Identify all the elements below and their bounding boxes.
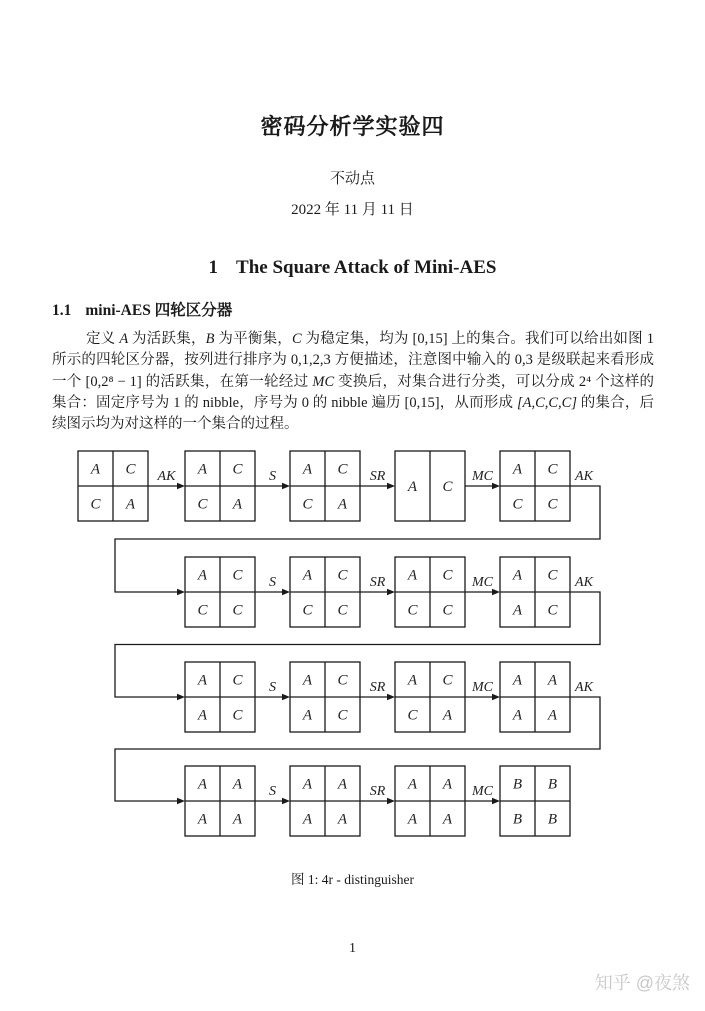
cell-value: A	[197, 672, 208, 689]
cell-value: A	[302, 776, 313, 793]
subsection-heading	[52, 298, 232, 320]
cell-value: A	[302, 811, 313, 828]
cell-value: C	[232, 461, 243, 478]
text-segment: 2⁴	[578, 373, 592, 390]
cell-value: A	[197, 811, 208, 828]
math-segment: C	[292, 331, 302, 347]
cell-value: C	[442, 567, 453, 584]
cell-value: A	[302, 707, 313, 724]
cell-value: A	[197, 707, 208, 724]
page-number: 1	[349, 941, 356, 956]
text-segment: 为平衡集，	[214, 331, 293, 347]
cell-value: A	[407, 479, 418, 495]
arrowhead	[387, 483, 395, 489]
text-segment: 变换后，对集合进行分类，可以分成	[334, 373, 579, 390]
text-segment: 为稳定集，均为	[301, 331, 413, 347]
arrowhead	[177, 483, 185, 489]
transform-label: MC	[472, 680, 493, 695]
cell-value: A	[232, 776, 243, 793]
cell-value: C	[442, 672, 453, 689]
text-segment: ，从而形成	[439, 394, 517, 411]
cell-value: A	[442, 776, 453, 793]
cell-value: C	[442, 602, 453, 619]
math-segment: A	[119, 331, 129, 347]
arrowhead	[387, 589, 395, 595]
text-segment: [0,2⁸ − 1]	[85, 373, 142, 390]
cell-value: A	[197, 567, 208, 584]
cell-value: A	[407, 567, 418, 584]
cell-value: A	[302, 567, 313, 584]
cell-value: B	[547, 776, 558, 793]
cell-value: A	[512, 672, 523, 689]
arrowhead	[177, 798, 185, 804]
transform-label: MC	[472, 575, 493, 590]
cell-value: A	[197, 776, 208, 793]
cell-value: C	[232, 567, 243, 584]
cell-value: A	[512, 461, 523, 478]
text-segment: 定义	[86, 331, 120, 347]
cell-value: A	[512, 707, 523, 724]
section-number: 1	[208, 257, 219, 278]
figure-caption: 图 1: 4r - distinguisher	[291, 872, 414, 887]
arrowhead	[492, 483, 500, 489]
text-segment: 个这样的集合：固定序号为 1 的 nibble，序号为 0 的 nibble 遍历	[52, 373, 655, 411]
cell-value: B	[547, 811, 558, 828]
text-segment: [0,15]	[412, 331, 448, 347]
cell-value: C	[547, 496, 558, 513]
transform-label: MC	[472, 469, 493, 484]
text-segment: 0,1,2,3	[290, 352, 331, 369]
cell-value: C	[197, 496, 208, 513]
cell-value: A	[125, 496, 136, 513]
cell-value: A	[547, 672, 558, 689]
distinguisher-figure	[0, 440, 705, 852]
cell-value: A	[197, 461, 208, 478]
cell-value: C	[125, 461, 136, 478]
cell-value: A	[232, 496, 243, 513]
cell-value: A	[90, 461, 101, 478]
transform-label: SR	[369, 575, 386, 590]
cell-value: A	[407, 776, 418, 793]
cell-value: C	[232, 707, 243, 724]
math-segment: B	[205, 331, 215, 347]
transform-label: AK	[575, 575, 593, 590]
cell-value: A	[512, 602, 523, 619]
cell-value: C	[302, 602, 313, 619]
cell-value: C	[512, 496, 523, 513]
transform-label: MC	[472, 784, 493, 799]
doc-title: 密码分析学实验四	[260, 114, 445, 139]
cell-value: C	[547, 461, 558, 478]
transform-label: S	[269, 680, 276, 695]
cell-value: C	[407, 707, 418, 724]
cell-value: C	[337, 567, 348, 584]
text-segment: 的集合，后续图示均为对这样的一个集合的过程。	[52, 394, 655, 433]
transform-label: SR	[369, 469, 386, 484]
math-segment: [A,C,C,C]	[516, 394, 577, 411]
cell-value: A	[407, 672, 418, 689]
cell-value: C	[547, 602, 558, 619]
cell-value: C	[302, 496, 313, 513]
cell-value: A	[407, 811, 418, 828]
arrowhead	[177, 694, 185, 700]
cell-value: A	[337, 811, 348, 828]
cell-value: A	[232, 811, 243, 828]
arrowhead	[282, 694, 290, 700]
cell-value: A	[337, 776, 348, 793]
cell-value: A	[302, 672, 313, 689]
arrowhead	[177, 589, 185, 595]
cell-value: C	[337, 707, 348, 724]
section-title: The Square Attack of Mini-AES	[236, 257, 497, 278]
text-segment: 是级联起来看形成一个	[52, 352, 655, 390]
arrowhead	[492, 798, 500, 804]
math-segment: MC	[312, 373, 335, 390]
transform-label: AK	[157, 469, 176, 484]
cell-value: A	[442, 707, 453, 724]
text-segment: 0,3	[514, 352, 533, 369]
text-segment: 的活跃集，在第一轮经过	[141, 373, 313, 390]
cell-value: C	[337, 461, 348, 478]
transform-label: AK	[575, 680, 593, 695]
cell-value: B	[512, 776, 523, 793]
transform-label: SR	[369, 784, 386, 799]
arrowhead	[492, 694, 500, 700]
cell-value: A	[512, 567, 523, 584]
cell-value: C	[337, 672, 348, 689]
text-segment: [0,15]	[404, 394, 440, 411]
subsection-number: 1.1	[52, 302, 72, 319]
arrowhead	[492, 589, 500, 595]
text-segment: 为活跃集，	[128, 331, 206, 347]
doc-date: 2022 年 11 月 11 日	[291, 202, 414, 218]
cell-value: A	[302, 461, 313, 478]
cell-value: C	[547, 567, 558, 584]
arrowhead	[282, 483, 290, 489]
transform-label: SR	[369, 680, 386, 695]
transform-label: S	[269, 784, 276, 799]
text-segment: 上的集合。我们可以给出如图 1所示的四轮区分器，按列进行排序为	[52, 331, 654, 369]
doc-author: 不动点	[329, 171, 375, 187]
transform-label: S	[269, 469, 276, 484]
cell-value: C	[337, 602, 348, 619]
cell-value: C	[90, 496, 101, 513]
transform-label: AK	[575, 469, 593, 484]
cell-value: A	[547, 707, 558, 724]
text-segment: 方便描述，注意图中输入的	[330, 352, 515, 369]
subsection-title: mini-AES 四轮区分器	[85, 302, 233, 319]
cell-value: A	[337, 496, 348, 513]
arrowhead	[282, 798, 290, 804]
cell-value: C	[407, 602, 418, 619]
body-paragraph	[52, 329, 654, 435]
cell-value: C	[197, 602, 208, 619]
arrowhead	[387, 798, 395, 804]
watermark: 知乎 @夜煞	[594, 973, 690, 993]
cell-value: A	[442, 811, 453, 828]
cell-value: C	[442, 479, 453, 495]
cell-value: B	[512, 811, 523, 828]
cell-value: C	[232, 672, 243, 689]
cell-value: C	[232, 602, 243, 619]
arrowhead	[387, 694, 395, 700]
arrowhead	[282, 589, 290, 595]
transform-label: S	[269, 575, 276, 590]
section-heading	[0, 257, 705, 279]
